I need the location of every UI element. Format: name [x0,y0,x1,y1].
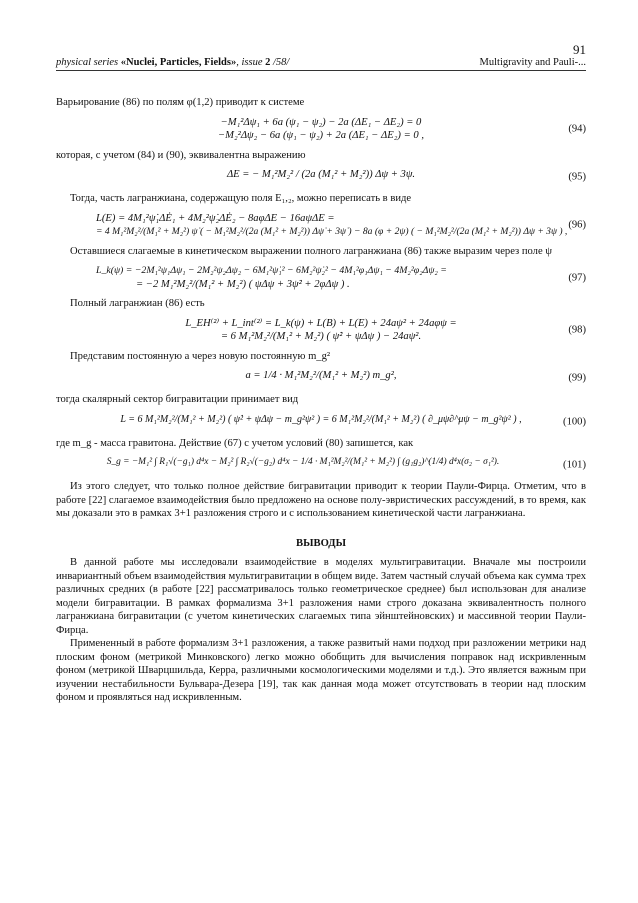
equation-97 [56,264,586,291]
equation-94 [56,116,586,143]
paragraph-conclusions-2: Примененный в работе формализм 3+1 разложения, а также развитый нами подход при разложении метрики над плоским фоном (метрикой Минковского) легко можно обобщить для вычисления поправок над искривленным фоном (метрикой Шварцшильда, Керра, различными космологическими моделями и т.д.). Это является важным при изучении нестабильности Бульвара-Дезера [19], так как данная мода может отсутствовать в теории над плоским фоном и проявляться над искривленным. [56,638,586,703]
header-left [56,57,289,68]
equation-95 [56,168,586,186]
equation-101 [56,456,586,474]
paragraph-scalar-sector: тогда скалярный сектор бигравитации принимает вид [56,394,299,405]
equation-99-number: (99) [568,372,586,384]
equation-94-formula [56,116,586,143]
paragraph-graviton-mass: где m_g - масса гравитона. Действие (67) с учетом условий (80) запишется, как [56,437,414,449]
header-page-ref: /58/ [270,57,290,68]
equation-98-formula [56,317,586,344]
equation-100 [56,413,586,431]
equation-96-number: (96) [568,219,586,231]
equation-94-line-2: −M₂²Δψ₂ − 6a (ψ₁ − ψ₂) + 2a (ΔE₁ − ΔE₂) = 0 , [218,130,424,141]
header-right: Multigravity and Pauli-... [479,57,586,68]
equation-101-number: (101) [563,459,586,471]
equation-98-line-1: L_EH⁽²⁾ + L_int⁽²⁾ = L_k(ψ) + L(B) + L(E) + 24aψ² + 24aφψ = [185,317,457,329]
equation-98-line-2: = 6 M₁²M₂²/(M₁² + M₂²) ( ψ̇² + ψΔψ ) − 24aψ². [220,331,422,342]
equation-96-formula [56,212,586,239]
equation-99 [56,369,586,387]
header-series: physical series [56,57,121,68]
equation-94-line-1: −M₁²Δψ₁ + 6a (ψ₁ − ψ₂) − 2a (ΔE₁ − ΔE₂) = 0 [220,116,422,128]
equation-100-number: (100) [563,415,586,427]
header-journal: «Nuclei, Particles, Fields» [120,57,237,68]
equation-97-line-1: L_k(ψ) = −2M₁²ψ₁Δψ₁ − 2M₂²ψ₂Δψ₂ − 6M₁²ψ̇₁² − 6M₂²ψ̇₂² − 4M₁²φ₁Δψ₁ − 4M₂²φ₂Δψ₂ = [96,265,447,276]
paragraph-lagrangian-part: Тогда, часть лагранжиана, содержащую поля E₁,₂, можно переписать в виде [70,193,412,204]
paragraph-full-lagrangian: Полный лагранжиан (86) есть [70,298,205,309]
equation-95-number: (95) [568,171,586,183]
header-issue-text: , issue [236,57,266,68]
paragraph-pauli-fierz: Из этого следует, что только полное действие бигравитации приводит к теории Паули-Фирца. Отметим, что в работе [22] слагаемое взаимодействия было предложено на основе полу-эвристических рассуждений, в то время, как мы доказали это в рамках 3+1 разложения строго и с использованием кинетической части лагранжиана. [56,481,586,519]
page-number: 91 [573,42,586,57]
equation-97-formula [56,264,586,291]
equation-97-line-2: = −2 M₁²M₂²/(M₁² + M₂²) ( ψΔψ + 3ψ̇² + 2φΔψ ) . [136,278,350,290]
equation-96-line-1: L(E) = 4M₁²ψ̇₁ΔĖ₁ + 4M₂²ψ̇₂ΔĖ₂ − 8aφΔE − 16aψΔE = [96,212,335,224]
paragraph-equivalent: которая, с учетом (84) и (90), эквивалентна выражению [56,149,306,161]
header-issue-number: 2 [265,57,271,68]
equation-94-number: (94) [568,123,586,135]
equation-101-formula: S_g = −M₁² ∫ R₁√(−g₁) d⁴x − M₂² ∫ R₂√(−g₂) d⁴x − 1/4 · M₁²M₂²/(M₁² + M₂²) ∫ (g₁g₂)^(1/4) d⁴x(σ₂ − σ₁²). [106,457,500,467]
paragraph-conclusions-1: В данной работе мы исследовали взаимодействие в моделях мультигравитации. Вначале мы построили инвариантный объем взаимодействия мультигравитации в общем виде. Затем частный случай объема как сумма трех различных средних (в работе [22] рассматривалось только геометрическое среднее) был использован для анализе модели бигравитации. В рамках формализма 3+1 разложения нами строго доказана эквивалентность полного лагранжиана бигравитации (с учетом кинетических слагаемых типа эйнштейновских) и массивной теории Паули-Фирца. [56,557,586,636]
paragraph-variation: Варьирование (86) по полям φ(1,2) приводит к системе [56,97,305,108]
running-header [56,57,586,71]
equation-95-formula: ΔE = − M₁²M₂² / (2a (M₁² + M₂²)) Δψ + 3ψ. [226,169,416,180]
page-content [56,96,586,705]
equation-99-formula: a = 1/4 · M₁²M₂²/(M₁² + M₂²) m_g², [245,370,397,381]
equation-98 [56,317,586,344]
section-title-conclusions: ВЫВОДЫ [296,537,346,549]
paragraph-constant: Представим постоянную a через новую постоянную m_g² [70,350,331,362]
equation-97-number: (97) [568,271,586,283]
equation-96-line-2: = 4 M₁²M₂²/(M₁² + M₂²) ψ̇ ( − M₁²M₂²/(2a (M₁² + M₂²)) Δψ̇ + 3ψ̇ ) − 8a (φ + 2ψ) ( − M₁²M₂²/(2a (M₁² + M₂²)) Δψ + 3ψ ) , [96,226,568,237]
equation-100-formula: L = 6 M₁²M₂²/(M₁² + M₂²) ( ψ̇² + ψΔψ − m_g²ψ² ) = 6 M₁²M₂²/(M₁² + M₂²) ( ∂_μψ∂^μψ − m_g²ψ² ) , [120,413,522,425]
equation-98-number: (98) [568,324,586,336]
equation-96 [56,212,586,239]
paragraph-remaining-terms: Оставшиеся слагаемые в кинетическом выражении полного лагранжиана (86) также выразим через поле ψ [70,245,552,257]
